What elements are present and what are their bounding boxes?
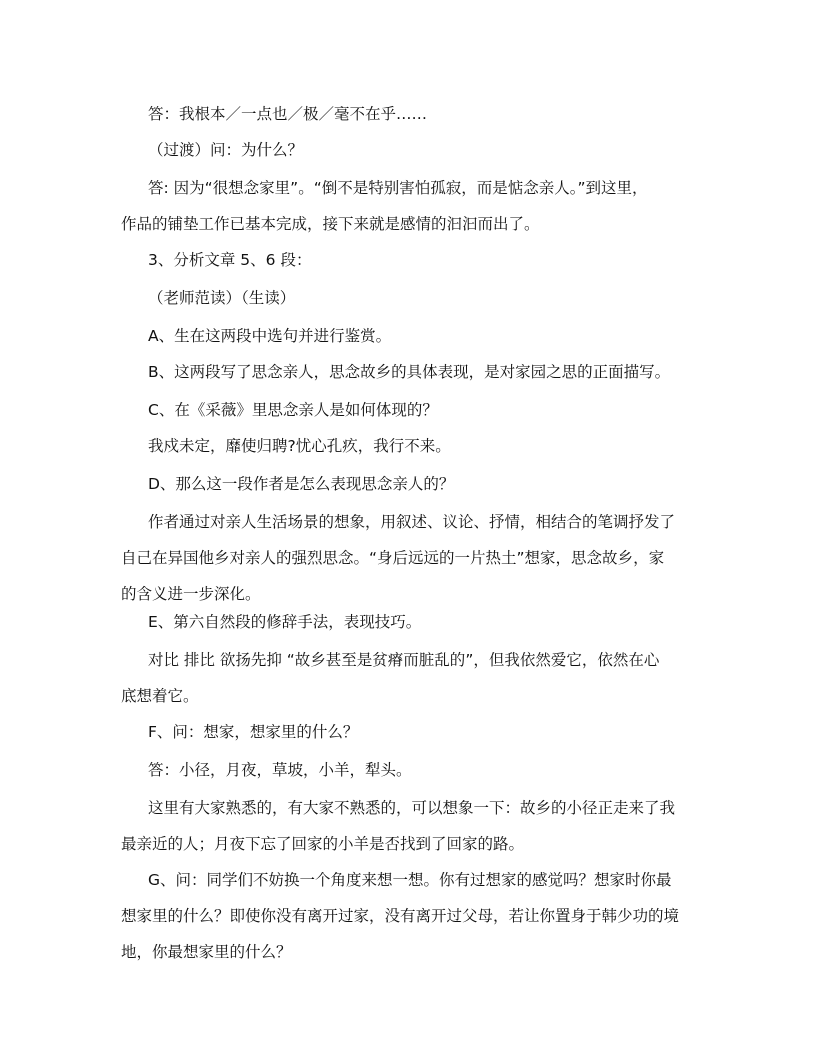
- paragraph-item-g: [121, 862, 688, 970]
- paragraph-answer-2: [121, 170, 688, 242]
- paragraph-item-d: [148, 466, 688, 502]
- text-line: 答：我根本／一点也／极／毫不在乎……: [148, 105, 428, 123]
- text-line: 对比 排比 欲扬先抑 “故乡甚至是贫瘠而脏乱的”，但我依然爱它，依然在心: [148, 651, 660, 669]
- text-line: 底想着它。: [121, 687, 199, 705]
- paragraph-transition-question: [148, 132, 688, 168]
- text-line: （老师范读）（生读）: [148, 289, 296, 307]
- text-line: 自己在异国他乡对亲人的强烈思念。“身后远远的一片热土”想家，思念故乡，家: [121, 549, 665, 567]
- text-line: 答: 因为“很想念家里”。“倒不是特别害怕孤寂，而是惦念亲人。”到这里，: [148, 179, 648, 197]
- text-line: 作者通过对亲人生活场景的想象，用叙述、议论、抒情，相结合的笔调抒发了: [148, 513, 676, 531]
- paragraph-item-e: [148, 604, 688, 640]
- paragraph-rhetoric-answer: [121, 642, 688, 714]
- paragraph-poem-quote: [148, 428, 688, 464]
- text-line: D、那么这一段作者是怎么表现思念亲人的？: [148, 475, 455, 493]
- text-line: （过渡）问：为什么？: [148, 141, 304, 159]
- text-line: 想家里的什么？即使你没有离开过家，没有离开过父母，若让你置身于韩少功的境: [121, 907, 680, 925]
- text-line: 3、分析文章 5、6 段：: [148, 251, 312, 269]
- paragraph-item-a: [148, 318, 688, 354]
- paragraph-answer-1: [148, 96, 688, 132]
- text-line: 的含义进一步深化。: [121, 585, 261, 603]
- text-line: 我戍未定，靡使归聘?忧心孔疚，我行不来。: [148, 437, 451, 455]
- text-line: B、这两段写了思念亲人，思念故乡的具体表现，是对家园之思的正面描写。: [148, 363, 671, 381]
- paragraph-item-b: [148, 354, 688, 390]
- paragraph-author-analysis: [121, 504, 688, 612]
- paragraph-imagination: [121, 790, 688, 862]
- text-line: 作品的铺垫工作已基本完成，接下来就是感情的汩汩而出了。: [121, 215, 540, 233]
- text-line: G、问：同学们不妨换一个角度来想一想。你有过想家的感觉吗？想家时你最: [148, 871, 672, 889]
- paragraph-section-3-heading: [148, 242, 688, 278]
- paragraph-answer-3: [148, 752, 688, 788]
- text-line: C、在《采薇》里思念亲人是如何体现的？: [148, 401, 438, 419]
- text-line: 地，你最想家里的什么？: [121, 943, 292, 961]
- paragraph-item-f: [148, 714, 688, 750]
- text-line: E、第六自然段的修辞手法，表现技巧。: [148, 613, 422, 631]
- text-line: 答：小径，月夜，草坡，小羊，犁头。: [148, 761, 412, 779]
- paragraph-reading-note: [148, 280, 688, 316]
- paragraph-item-c: [148, 392, 688, 428]
- text-line: A、生在这两段中选句并进行鉴赏。: [148, 327, 392, 345]
- text-line: 这里有大家熟悉的，有大家不熟悉的，可以想象一下：故乡的小径正走来了我: [148, 799, 676, 817]
- text-line: F、问：想家，想家里的什么？: [148, 723, 359, 741]
- text-line: 最亲近的人；月夜下忘了回家的小羊是否找到了回家的路。: [121, 835, 525, 853]
